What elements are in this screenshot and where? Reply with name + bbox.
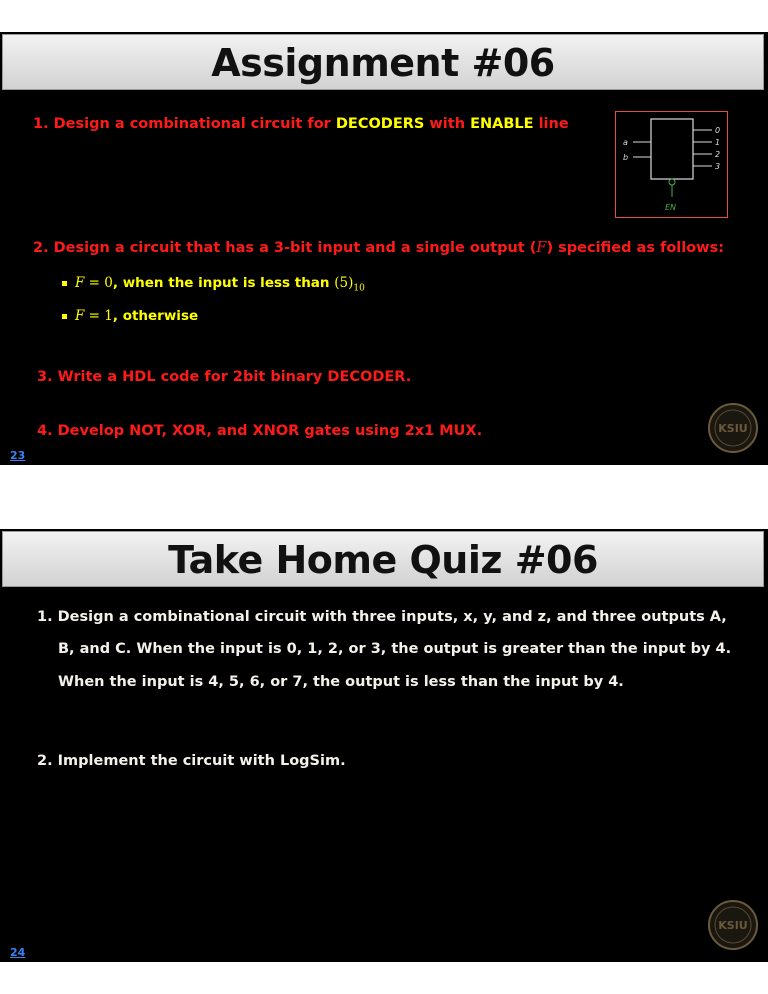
svg-text:KSIU: KSIU (718, 422, 748, 435)
ksiu-logo (707, 402, 759, 454)
output-0-label: 0 (715, 126, 721, 135)
page-number-link[interactable]: 24 (10, 946, 26, 959)
enable-label: EN (665, 203, 677, 212)
assignment-item-3: 3. Write a HDL code for 2bit binary DECODER. (37, 369, 412, 385)
decoder-diagram (615, 111, 728, 218)
quiz-question-1-line-2: B, and C. When the input is 0, 1, 2, or 3, the output is greater than the input by 4. (58, 641, 732, 657)
highlight-enable: ENABLE (470, 116, 534, 132)
output-1-label: 1 (715, 138, 721, 147)
quiz-question-1-line-3: When the input is 4, 5, 6, or 7, the output is less than the input by 4. (58, 674, 624, 690)
slide-assignment (0, 32, 768, 465)
ksiu-logo (707, 899, 759, 951)
slide-title-bar (2, 531, 764, 587)
slide-title: Take Home Quiz #06 (168, 538, 598, 582)
input-a-label: a (623, 138, 628, 147)
assignment-item-1: 1. Design a combinational circuit for DECODERS with ENABLE line (33, 116, 569, 132)
slide-title: Assignment #06 (211, 41, 555, 85)
input-b-label: b (623, 153, 629, 162)
slide-title-bar (2, 34, 764, 90)
assignment-item-4: 4. Develop NOT, XOR, and XNOR gates using 2x1 MUX. (37, 423, 483, 439)
quiz-question-2: 2. Implement the circuit with LogSim. (37, 753, 346, 769)
decoder-block-diagram (616, 112, 727, 217)
quiz-question-1-line-1: 1. Design a combinational circuit with three inputs, x, y, and z, and three outputs A, (37, 609, 727, 625)
output-2-label: 2 (715, 150, 721, 159)
assignment-item-2: 2. Design a circuit that has a 3-bit input and a single output (F) specified as follows: (33, 240, 725, 256)
bullet-f-0: F = 0, when the input is less than $(5)_{10}$ (62, 275, 365, 294)
bullet-marker (62, 314, 67, 319)
bullet-marker (62, 281, 67, 286)
output-3-label: 3 (715, 162, 721, 171)
highlight-decoders: DECODERS (335, 116, 425, 132)
bullet-f-1: F = 1, otherwise (62, 308, 198, 324)
page-number-link[interactable]: 23 (10, 449, 26, 462)
svg-text:KSIU: KSIU (718, 919, 748, 932)
slide-quiz (0, 529, 768, 962)
